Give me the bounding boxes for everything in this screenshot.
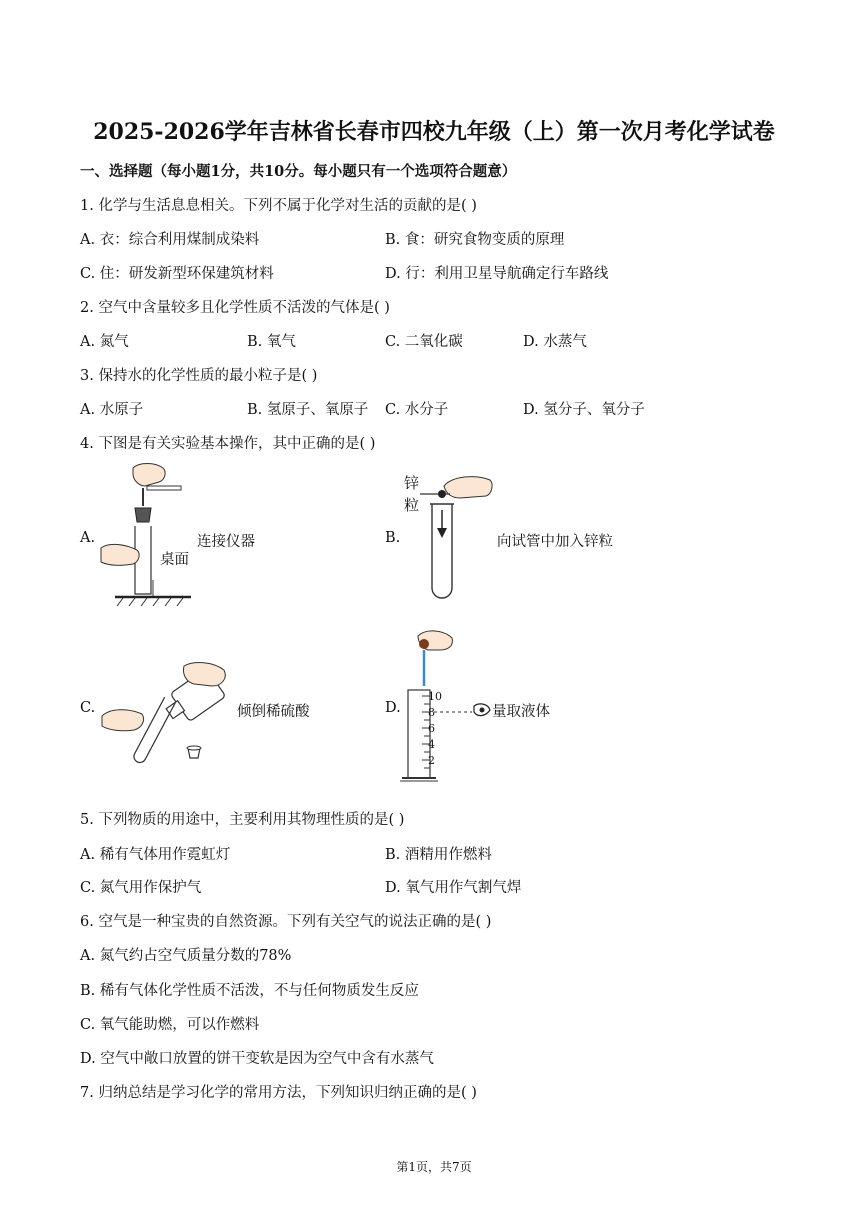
question-5-option-c: C. 氮气用作保护气	[80, 880, 202, 896]
question-5-option-b: B. 酒精用作燃料	[385, 847, 492, 863]
question-1-option-a: A. 衣：综合利用煤制成染料	[80, 232, 260, 248]
figure-a-connect-apparatus	[95, 462, 205, 608]
question-3-option-c: C. 水分子	[385, 402, 449, 418]
question-2-option-c: C. 二氧化碳	[385, 334, 463, 350]
question-1-option-c: C. 住：研发新型环保建筑材料	[80, 266, 274, 282]
cylinder-tick-8: 8	[428, 706, 435, 719]
figure-c-pour-acid	[98, 660, 238, 770]
section-heading-choice: 一、选择题（每小题1分，共10分。每小题只有一个选项符合题意）	[80, 163, 517, 180]
figure-d-letter: D.	[385, 700, 401, 716]
question-2-option-d: D. 水蒸气	[523, 334, 587, 350]
question-6-option-a: A. 氮气约占空气质量分数的78%	[80, 948, 292, 964]
question-1-option-b: B. 食：研究食物变质的原理	[385, 232, 565, 248]
question-2-option-b: B. 氧气	[247, 334, 296, 350]
question-3-option-b: B. 氢原子、氧原子	[247, 402, 369, 418]
question-6-option-c: C. 氧气能助燃，可以作燃料	[80, 1017, 260, 1033]
figure-a-desk-label: 桌面	[160, 552, 189, 568]
question-2-option-a: A. 氮气	[80, 334, 129, 350]
figure-b-label-bottom: 粒	[404, 496, 420, 514]
question-6-stem: 6. 空气是一种宝贵的自然资源。下列有关空气的说法正确的是( )	[80, 914, 492, 930]
figure-b-caption: 向试管中加入锌粒	[497, 534, 613, 550]
page-footer: 第1页，共7页	[396, 1160, 472, 1174]
figure-c-caption: 倾倒稀硫酸	[237, 704, 310, 720]
cylinder-tick-4: 4	[428, 738, 435, 751]
question-6-option-d: D. 空气中敞口放置的饼干变软是因为空气中含有水蒸气	[80, 1051, 434, 1067]
question-4-stem: 4. 下图是有关实验基本操作，其中正确的是( )	[80, 436, 376, 452]
question-3-option-d: D. 氢分子、氧分子	[523, 402, 645, 418]
figure-c-letter: C.	[80, 700, 96, 716]
exam-title: 2025-2026学年吉林省长春市四校九年级（上）第一次月考化学试卷	[93, 119, 775, 145]
question-1-stem: 1. 化学与生活息息相关。下列不属于化学对生活的贡献的是( )	[80, 198, 477, 214]
question-2-stem: 2. 空气中含量较多且化学性质不活泼的气体是( )	[80, 300, 390, 316]
cylinder-tick-6: 6	[428, 722, 435, 735]
figure-b-label-top: 锌	[404, 474, 420, 492]
question-5-option-a: A. 稀有气体用作霓虹灯	[80, 847, 231, 863]
figure-d-graduated-cylinder	[400, 628, 490, 784]
question-6-option-b: B. 稀有气体化学性质不活泼，不与任何物质发生反应	[80, 983, 419, 999]
question-5-stem: 5. 下列物质的用途中，主要利用其物理性质的是( )	[80, 812, 405, 828]
figure-b-letter: B.	[385, 530, 401, 546]
question-7-stem: 7. 归纳总结是学习化学的常用方法，下列知识归纳正确的是( )	[80, 1085, 477, 1101]
question-3-option-a: A. 水原子	[80, 402, 144, 418]
question-3-stem: 3. 保持水的化学性质的最小粒子是( )	[80, 368, 318, 384]
cylinder-tick-2: 2	[428, 754, 435, 767]
figure-a-letter: A.	[80, 530, 96, 546]
question-5-option-d: D. 氧气用作气割气焊	[385, 880, 522, 896]
figure-a-caption: 连接仪器	[197, 534, 255, 550]
figure-b-add-zinc	[420, 470, 500, 604]
figure-d-caption: 量取液体	[492, 704, 550, 720]
cylinder-tick-10: 10	[428, 690, 442, 703]
question-1-option-d: D. 行：利用卫星导航确定行车路线	[385, 266, 609, 282]
